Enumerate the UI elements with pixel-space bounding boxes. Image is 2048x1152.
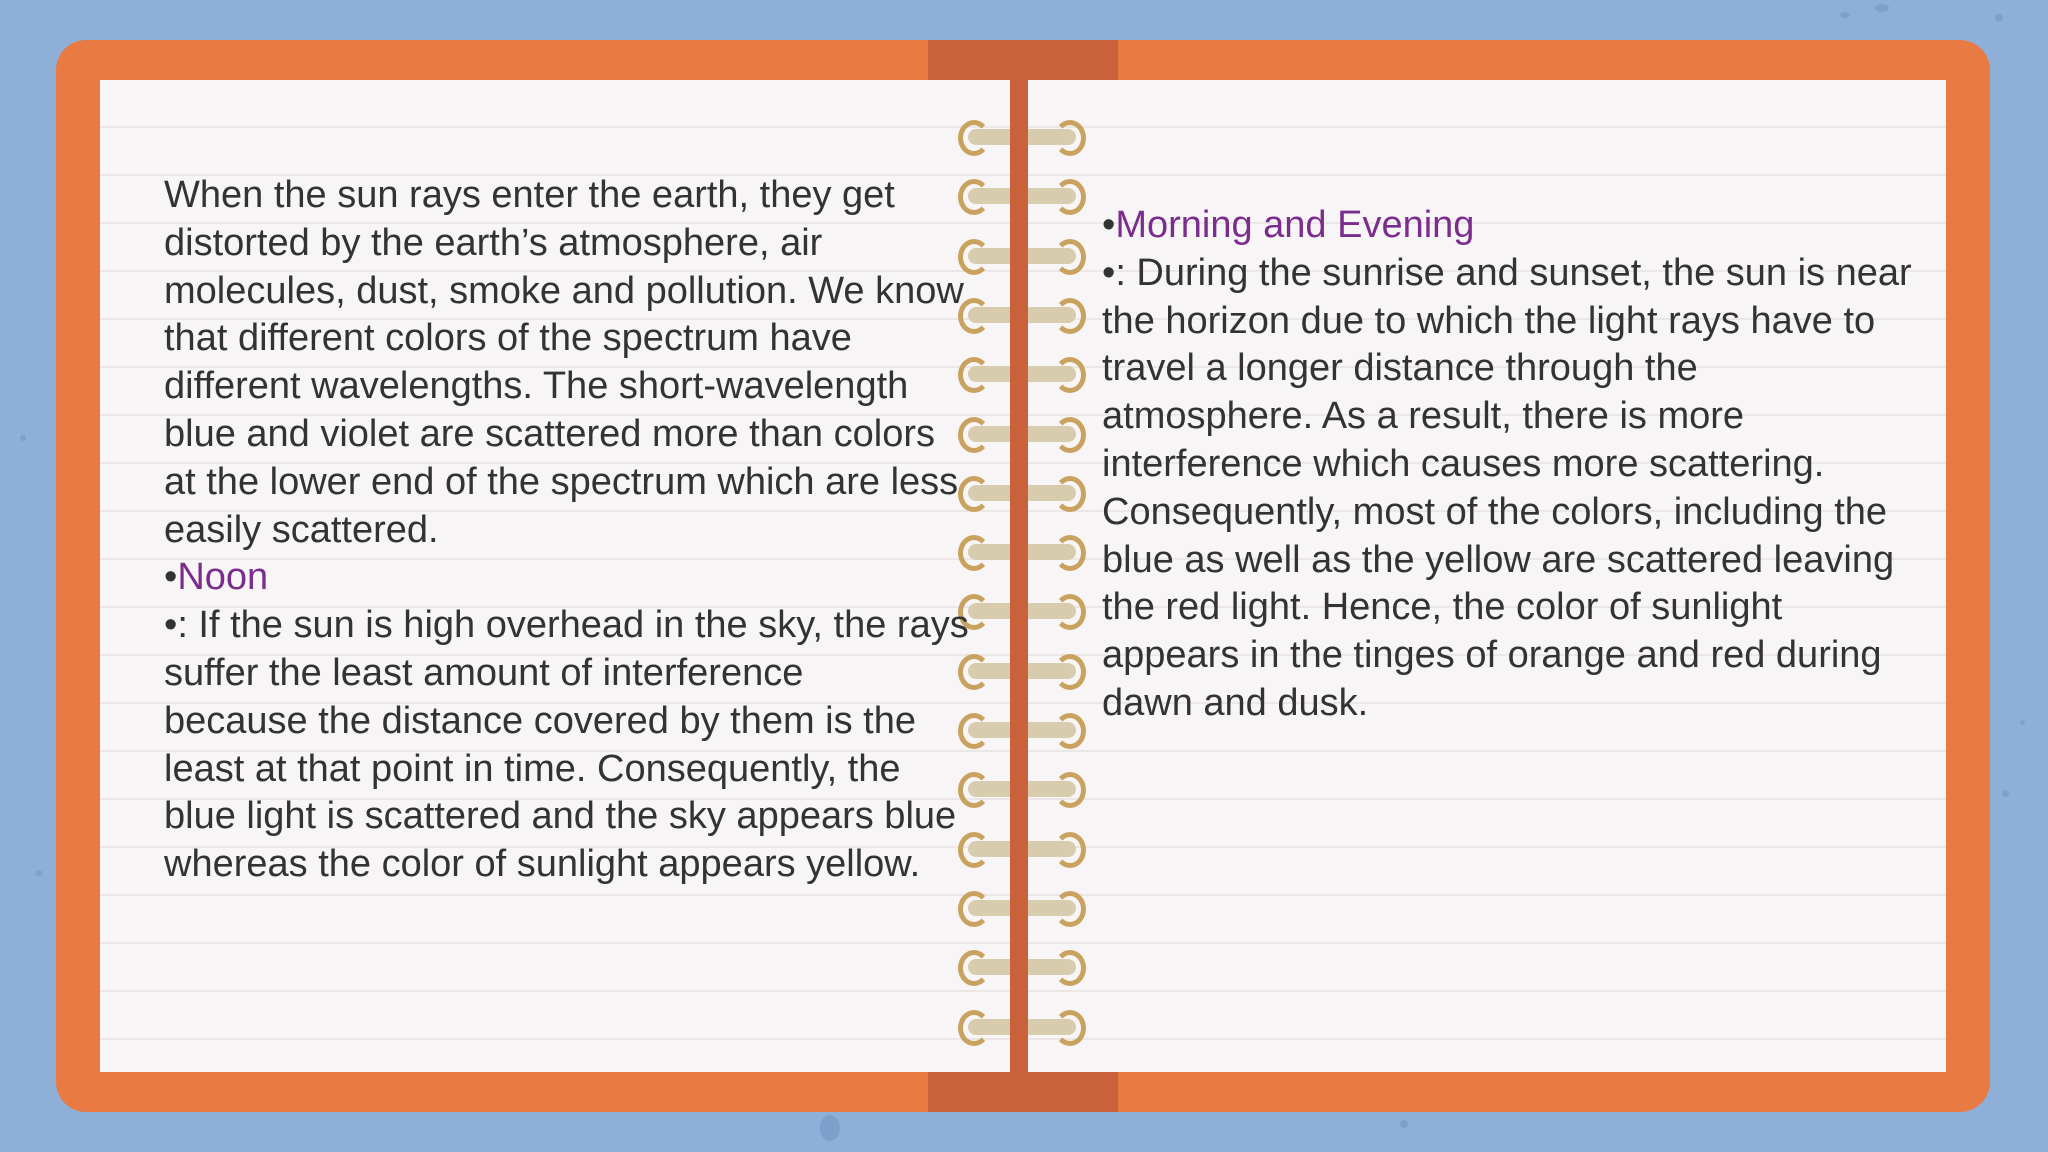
morning-evening-heading: Morning and Evening bbox=[1115, 204, 1475, 246]
spiral-binding-ring-icon bbox=[958, 891, 1086, 925]
spiral-binding-ring-icon bbox=[958, 950, 1086, 984]
background-speck bbox=[1995, 14, 2003, 22]
background-speck bbox=[2020, 720, 2025, 725]
noon-bullet: • bbox=[164, 556, 178, 599]
background-speck bbox=[820, 1115, 840, 1141]
noon-body-bullet: • bbox=[164, 604, 178, 647]
spiral-binding-ring-icon bbox=[958, 120, 1086, 154]
spiral-binding-ring-icon bbox=[958, 1010, 1086, 1044]
background-speck bbox=[20, 435, 26, 441]
morning-evening-body-bullet: • bbox=[1102, 251, 1116, 294]
right-page-text bbox=[1102, 202, 1962, 728]
noon-heading: Noon bbox=[177, 556, 269, 599]
morning-evening-bullet: • bbox=[1102, 204, 1116, 246]
background-speck bbox=[1400, 1120, 1408, 1128]
noon-paragraph: : If the sun is high overhead in the sky, the rays suffer the least amount of interference because the distance covered by them is the least at that point in time. Consequently, the blue light is scattered and the sky appears blue whereas the color of sunlight appears yellow. bbox=[164, 604, 969, 886]
left-page-text bbox=[164, 172, 1014, 889]
background-speck bbox=[36, 870, 42, 876]
spine-band-bottom bbox=[928, 1072, 1118, 1112]
background-speck bbox=[1875, 4, 1889, 12]
background-speck bbox=[1840, 12, 1850, 18]
morning-evening-paragraph: : During the sunrise and sunset, the sun is near the horizon due to which the light rays have to travel a longer distance through the atmosphere. As a result, there is more interference which causes more scattering. Consequently, most of the colors, including the blue as well as the yellow are scattered leaving the red light. Hence, the color of sunlight appears in the tinges of orange and red during dawn and dusk. bbox=[1102, 251, 1912, 724]
intro-paragraph: When the sun rays enter the earth, they get distorted by the earth’s atmosphere, air molecules, dust, smoke and pollution. We know that different colors of the spectrum have different wavelengths. The short-wavelength blue and violet are scattered more than colors at the lower end of the spectrum which are less easily scattered. bbox=[164, 174, 964, 551]
spine-band-top bbox=[928, 40, 1118, 80]
background-speck bbox=[2002, 790, 2009, 797]
